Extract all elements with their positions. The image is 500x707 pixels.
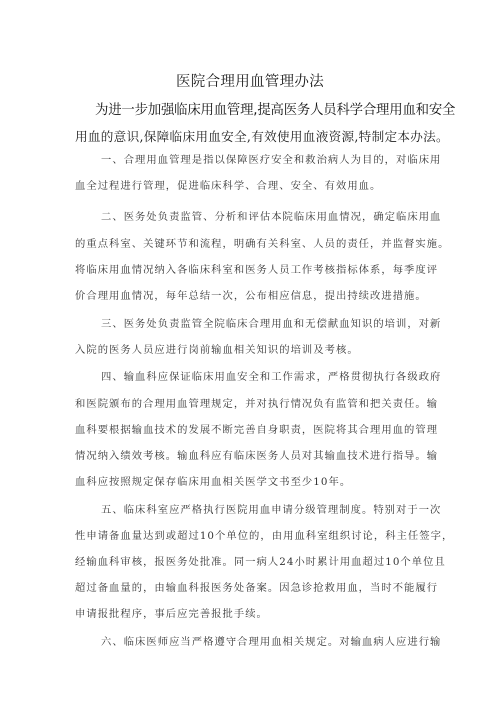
article-3-line-1: 三、医务处负责监管全院临床合理用血和无偿献血知识的培训，对新 — [101, 318, 442, 330]
article-4-line-4: 情况纳入绩效考核。输血科应有临床医务人员对其输血技术进行指导。输 — [75, 450, 439, 462]
intro-line-1: 为进一步加强临床用血管理,提高医务人员科学合理用血和安全 — [95, 103, 456, 118]
article-2-line-4: 价合理用血情况，每年总结一次，公布相应信息，提出持续改进措施。 — [75, 290, 427, 302]
article-5-line-3: 经输血科审核，报医务处批准。同一病人24小时累计用血超过10个单位且 — [75, 556, 446, 568]
article-1-line-2: 血全过程进行管理，促进临床科学、合理、安全、有效用血。 — [75, 180, 382, 192]
article-4-line-1: 四、输血科应保证临床用血安全和工作需求，严格贯彻执行各级政府 — [101, 371, 442, 383]
article-5-line-4: 超过备血量的，由输血科报医务处备案。因急诊抢救用血，当时不能履行 — [75, 582, 439, 594]
article-3-line-2: 入院的医务人员应进行岗前输血相关知识的培训及考核。 — [75, 344, 359, 356]
article-4-line-2: 和医院颁布的合理用血管理规定，并对执行情况负有监管和把关责任。输 — [75, 398, 439, 410]
article-1-line-1: 一、合理用血管理是指以保障医疗安全和救治病人为目的，对临床用 — [101, 154, 442, 166]
document-title: 医院合理用血管理办法 — [176, 74, 324, 90]
intro-line-2: 用血的意识,保障临床用血安全,有效使用血液资源,特制定本办法。 — [75, 129, 449, 144]
article-2-line-2: 的重点科室、关键环节和流程，明确有关科室、人员的责任，并监督实施。 — [75, 238, 450, 250]
article-6-line-1: 六、临床医师应当严格遵守合理用血相关规定。对输血病人应进行输 — [101, 636, 442, 648]
article-4-line-5: 血科应按照规定保存临床用血相关医学文书至少10年。 — [75, 476, 352, 488]
article-4-line-3: 血科要根据输血技术的发展不断完善自身职责，医院将其合理用血的管理 — [75, 424, 439, 436]
article-2-line-1: 二、医务处负责监管、分析和评估本院临床用血情况，确定临床用血 — [101, 211, 442, 223]
article-2-line-3: 将临床用血情况纳入各临床科室和医务人员工作考核指标体系，每季度评 — [75, 264, 439, 276]
article-5-line-5: 申请报批程序，事后应完善报批手续。 — [75, 608, 268, 620]
article-5-line-1: 五、临床科室应严格执行医院用血申请分级管理制度。特别对于一次 — [101, 504, 442, 516]
article-5-line-2: 性申请备血量达到或超过10个单位的，由用血科室组织讨论，科主任签字， — [75, 530, 454, 542]
